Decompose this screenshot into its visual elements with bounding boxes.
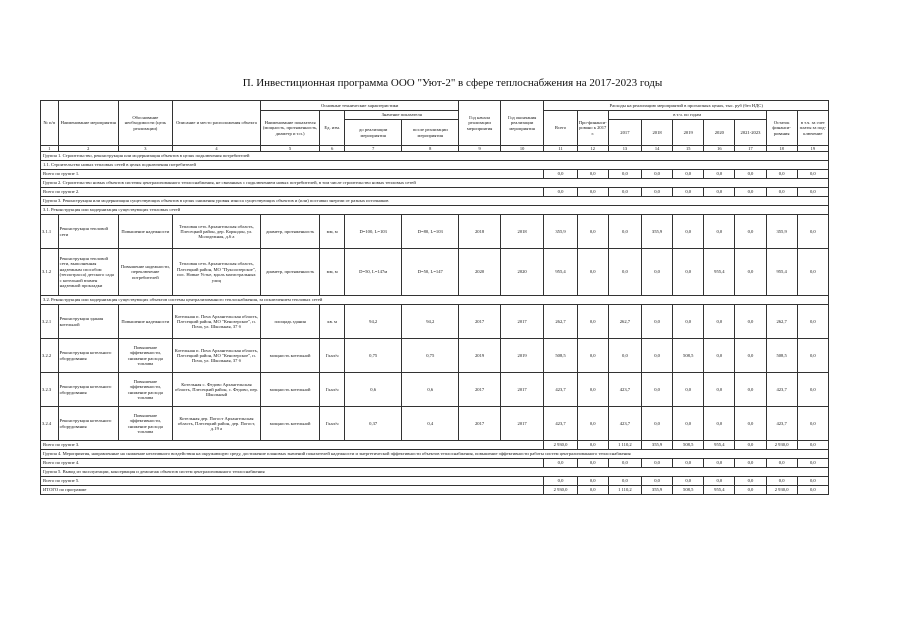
total-value: 0,0	[608, 170, 641, 179]
header-remainder: Остаток финанси-рования	[766, 111, 797, 146]
row-indicator: площадь здания	[261, 305, 320, 339]
row-value: 355,9	[766, 215, 797, 249]
header-num: № п/п	[41, 101, 59, 146]
header-description: Описание и место расположения объекта	[172, 101, 260, 146]
total-value: 0,0	[577, 477, 608, 486]
row-value: 423,7	[608, 373, 641, 407]
row-justification: Повышение эффективности, снижение расхода топлива	[118, 407, 172, 441]
header-total: Всего	[544, 111, 577, 146]
row-number: 3.2.2	[41, 339, 59, 373]
row-value-after: D=80, L=103	[402, 215, 459, 249]
total-value: 0,0	[577, 459, 608, 468]
row-justification: Повышение надежности, переключение потребителей	[118, 249, 172, 296]
total-value: 0,0	[766, 188, 797, 197]
total-value: 0,0	[735, 477, 766, 486]
section-row	[41, 179, 829, 188]
row-value: 355,9	[642, 215, 673, 249]
table-row	[41, 249, 829, 296]
total-label: Всего по группе 3.	[41, 441, 544, 450]
row-value: 955,4	[704, 249, 735, 296]
row-value: 355,9	[544, 215, 577, 249]
total-value: 0,0	[577, 441, 608, 450]
section-title: Группа 4. Мероприятия, направленные на снижение негативного воздействия на окружающую среду, достижение плановых значений показателей надежности и энергетической эффективности объектов теплоснабжения, повышение эффективности работы систем централизованного теплоснабжения	[41, 450, 829, 459]
column-number: 6	[320, 146, 345, 152]
total-row	[41, 170, 829, 179]
section-title: Группа 1. Строительство, реконструкция или модернизация объектов в целях подключения потребителей	[41, 152, 829, 161]
header-financed: Про-финанси-ровано к 2017 г.	[577, 111, 608, 146]
row-name: Реконструкция здания котельной	[58, 305, 118, 339]
total-label: Всего по группе 5.	[41, 477, 544, 486]
row-value: 0,0	[735, 215, 766, 249]
row-description: Тепловая сеть Архангельская область, Плесецкий район, МО "Пуксоозерское", пос. Новые Устье, вдоль магистральных улиц	[172, 249, 260, 296]
row-value: 0,0	[608, 339, 641, 373]
total-value: 0,0	[577, 170, 608, 179]
row-unit: Гкал/ч	[320, 407, 345, 441]
row-value: 0,0	[642, 249, 673, 296]
row-value-after: 0,75	[402, 339, 459, 373]
total-label: Всего по группе 1.	[41, 170, 544, 179]
row-indicator: мощность котельной	[261, 407, 320, 441]
row-number: 3.1.2	[41, 249, 59, 296]
row-value: 508,5	[673, 339, 704, 373]
row-year-start: 2017	[459, 373, 501, 407]
row-description: Котельная п. Поча Архангельская область, Плесецкий район, МО "Кенозерское", п. Поча, ул. Школьная, 37 б	[172, 339, 260, 373]
total-value: 355,9	[642, 486, 673, 495]
row-unit: Гкал/ч	[320, 373, 345, 407]
header-value-before: до реализации мероприятия	[345, 120, 402, 146]
row-value: 0,0	[577, 305, 608, 339]
row-value: 0,0	[608, 249, 641, 296]
total-value: 1 110,2	[608, 441, 641, 450]
row-value: 955,4	[544, 249, 577, 296]
section-row	[41, 296, 829, 305]
row-justification: Повышение надежности	[118, 215, 172, 249]
row-value: 0,0	[735, 305, 766, 339]
row-name: Реконструкция тепловой сети	[58, 215, 118, 249]
header-unit: Ед. изм.	[320, 111, 345, 146]
section-title: Группа 5. Вывод из эксплуатации, консервация и демонтаж объектов систем централизованного теплоснабжения	[41, 468, 829, 477]
header-incl-fee: в т.ч. за счет платы за под-ключение	[797, 111, 828, 146]
column-number: 9	[459, 146, 501, 152]
row-value: 0,0	[642, 339, 673, 373]
row-value: 423,7	[766, 373, 797, 407]
total-value: 0,0	[673, 477, 704, 486]
total-value: 0,0	[797, 459, 828, 468]
row-value: 0,0	[735, 339, 766, 373]
header-name: Наименование мероприятия	[58, 101, 118, 146]
total-value: 0,0	[544, 477, 577, 486]
row-value-after: 94,2	[402, 305, 459, 339]
column-number: 1	[41, 146, 59, 152]
total-value: 2 930,0	[766, 486, 797, 495]
column-number: 5	[261, 146, 320, 152]
row-value: 0,0	[673, 215, 704, 249]
row-name: Реконструкция котельного оборудования	[58, 373, 118, 407]
column-number: 13	[608, 146, 641, 152]
section-row	[41, 206, 829, 215]
row-description: Котельная дер. Погост Архангельская область, Плесецкий район, дер. Погост, д.19 а	[172, 407, 260, 441]
row-justification: Повышение эффективности, снижение расхода топлива	[118, 339, 172, 373]
row-value: 423,7	[608, 407, 641, 441]
total-value: 0,0	[544, 459, 577, 468]
row-value: 508,5	[766, 339, 797, 373]
row-value: 0,0	[797, 215, 828, 249]
row-value: 0,0	[797, 339, 828, 373]
section-row	[41, 161, 829, 170]
row-value: 0,0	[577, 339, 608, 373]
total-value: 0,0	[673, 188, 704, 197]
column-number: 16	[704, 146, 735, 152]
row-value: 0,0	[704, 339, 735, 373]
total-value: 355,9	[642, 441, 673, 450]
row-value: 0,0	[704, 373, 735, 407]
total-value: 0,0	[797, 188, 828, 197]
row-year-end: 2018	[500, 215, 544, 249]
column-number: 11	[544, 146, 577, 152]
row-value-after: 0,6	[402, 373, 459, 407]
column-number: 18	[766, 146, 797, 152]
section-row	[41, 450, 829, 459]
total-value: 0,0	[642, 477, 673, 486]
total-value: 0,0	[704, 188, 735, 197]
row-value: 0,0	[577, 215, 608, 249]
row-unit: кв. м	[320, 305, 345, 339]
row-value-after: D=50, L=147	[402, 249, 459, 296]
total-value: 508,5	[673, 486, 704, 495]
header-justification: Обоснование необходимости (цель реализации)	[118, 101, 172, 146]
total-value: 0,0	[797, 477, 828, 486]
row-value: 262,7	[766, 305, 797, 339]
total-value: 0,0	[673, 170, 704, 179]
total-value: 0,0	[642, 459, 673, 468]
section-title: 3.2. Реконструкция или модернизация существующих объектов системы централизованного теплоснабжения, за исключением тепловых сетей	[41, 296, 829, 305]
investment-program-table	[40, 100, 829, 495]
row-value: 0,0	[797, 305, 828, 339]
column-number: 17	[735, 146, 766, 152]
row-value: 0,0	[797, 407, 828, 441]
row-year-end: 2019	[500, 339, 544, 373]
row-description: Тепловая сеть Архангельская область, Плесецкий район, дер. Коркодон, ул. Молодежная, д.6 а	[172, 215, 260, 249]
row-year-start: 2019	[459, 339, 501, 373]
row-value: 0,0	[704, 215, 735, 249]
total-value: 0,0	[642, 188, 673, 197]
header-year-2017: 2017	[608, 120, 641, 146]
column-number: 8	[402, 146, 459, 152]
total-value: 0,0	[673, 459, 704, 468]
row-value: 0,0	[577, 373, 608, 407]
row-value: 508,5	[544, 339, 577, 373]
header-year-2021-2023: 2021-2023	[735, 120, 766, 146]
row-value: 0,0	[673, 373, 704, 407]
column-number: 3	[118, 146, 172, 152]
header-values-group: Значение показателя	[345, 111, 459, 120]
total-value: 0,0	[766, 170, 797, 179]
header-tech-group: Основные технические характеристики	[261, 101, 459, 111]
column-number: 2	[58, 146, 118, 152]
row-value: 0,0	[735, 249, 766, 296]
table-row	[41, 339, 829, 373]
row-year-end: 2017	[500, 305, 544, 339]
section-title: 1.1. Строительство новых тепловых сетей в целях подключения потребителей	[41, 161, 829, 170]
row-value: 0,0	[673, 305, 704, 339]
row-justification: Повышение надежности	[118, 305, 172, 339]
row-value: 0,0	[577, 407, 608, 441]
column-number: 15	[673, 146, 704, 152]
column-number: 4	[172, 146, 260, 152]
total-value: 0,0	[766, 459, 797, 468]
row-value-before: 0,37	[345, 407, 402, 441]
total-value: 1 110,2	[608, 486, 641, 495]
row-value: 423,7	[544, 407, 577, 441]
row-description: Котельная п. Поча Архангельская область, Плесецкий район, МО "Кенозерское", п. Поча, ул. Школьная, 37 б	[172, 305, 260, 339]
header-value-after: после реализации мероприятия	[402, 120, 459, 146]
row-value: 0,0	[797, 373, 828, 407]
row-value: 0,0	[673, 407, 704, 441]
total-value: 0,0	[797, 486, 828, 495]
total-row	[41, 441, 829, 450]
total-value: 0,0	[735, 441, 766, 450]
total-row	[41, 477, 829, 486]
row-value: 0,0	[642, 373, 673, 407]
section-row	[41, 152, 829, 161]
section-title: 3.1. Реконструкция или модернизация существующих тепловых сетей	[41, 206, 829, 215]
row-value: 0,0	[735, 407, 766, 441]
column-number: 10	[500, 146, 544, 152]
column-number: 12	[577, 146, 608, 152]
total-value: 508,5	[673, 441, 704, 450]
total-label: ИТОГО по программе	[41, 486, 544, 495]
total-value: 0,0	[704, 170, 735, 179]
total-row	[41, 188, 829, 197]
total-row	[41, 486, 829, 495]
header-year-2020: 2020	[704, 120, 735, 146]
row-value-before: D=100, L=103	[345, 215, 402, 249]
row-value: 0,0	[704, 305, 735, 339]
header-indicator: Наименование показателя (мощность, протяженность, диаметр и т.п.)	[261, 111, 320, 146]
row-year-start: 2018	[459, 215, 501, 249]
row-year-end: 2017	[500, 407, 544, 441]
total-value: 0,0	[544, 170, 577, 179]
row-value-before: 0,6	[345, 373, 402, 407]
total-value: 0,0	[577, 486, 608, 495]
row-value: 0,0	[704, 407, 735, 441]
row-value: 955,4	[766, 249, 797, 296]
header-expenses-group: Расходы на реализацию мероприятий в прогнозных ценах, тыс. руб (без НДС)	[544, 101, 829, 111]
row-description: Котельная с. Федово Архангельская область, Плесецкий район, с. Федово, пер. Школьный	[172, 373, 260, 407]
row-value: 0,0	[642, 407, 673, 441]
page-title: П. Инвестиционная программа ООО "Уют-2" в сфере теплоснабжения на 2017-2023 годы	[242, 77, 663, 89]
row-unit: Гкал/ч	[320, 339, 345, 373]
section-row	[41, 197, 829, 206]
row-value: 0,0	[673, 249, 704, 296]
total-value: 955,4	[704, 486, 735, 495]
row-unit: мм, м	[320, 249, 345, 296]
row-value-before: 0,75	[345, 339, 402, 373]
row-value: 262,7	[544, 305, 577, 339]
total-value: 2 930,0	[766, 441, 797, 450]
header-year-2018: 2018	[642, 120, 673, 146]
header-year-end: Год окончания реализации мероприятия	[500, 101, 544, 146]
section-title: Группа 3. Реконструкция или модернизация существующих объектов в целях снижения уровня износа существующих объектов и (или) поставки энергии от разных источников	[41, 197, 829, 206]
total-value: 0,0	[544, 188, 577, 197]
total-value: 0,0	[797, 170, 828, 179]
row-value: 0,0	[797, 249, 828, 296]
total-value: 0,0	[766, 477, 797, 486]
table-row	[41, 305, 829, 339]
section-title: Группа 2. Строительство новых объектов системы централизованного теплоснабжения, не связанных с подключением новых потребителей, в том числе строительство новых тепловых сетей	[41, 179, 829, 188]
row-indicator: мощность котельной	[261, 339, 320, 373]
total-value: 0,0	[735, 486, 766, 495]
row-value-before: 94,2	[345, 305, 402, 339]
total-value: 0,0	[608, 459, 641, 468]
row-number: 3.1.1	[41, 215, 59, 249]
header-year-start: Год начала реализации мероприятия	[459, 101, 501, 146]
row-year-start: 2017	[459, 305, 501, 339]
row-year-end: 2020	[500, 249, 544, 296]
total-value: 955,4	[704, 441, 735, 450]
row-number: 3.2.3	[41, 373, 59, 407]
header-incl-years: в т.ч. по годам	[608, 111, 766, 120]
row-number: 3.2.1	[41, 305, 59, 339]
row-indicator: диаметр, протяженность	[261, 215, 320, 249]
row-value-before: D=50, L=147м	[345, 249, 402, 296]
total-value: 0,0	[642, 170, 673, 179]
total-value: 0,0	[577, 188, 608, 197]
row-value: 423,7	[766, 407, 797, 441]
row-year-start: 2020	[459, 249, 501, 296]
row-number: 3.2.4	[41, 407, 59, 441]
column-number: 7	[345, 146, 402, 152]
row-value: 0,0	[642, 305, 673, 339]
total-value: 0,0	[608, 188, 641, 197]
row-indicator: диаметр, протяженность	[261, 249, 320, 296]
total-value: 0,0	[735, 188, 766, 197]
total-value: 0,0	[735, 170, 766, 179]
row-value-after: 0,4	[402, 407, 459, 441]
total-value: 0,0	[704, 477, 735, 486]
row-value: 0,0	[608, 215, 641, 249]
row-value: 0,0	[577, 249, 608, 296]
table-row	[41, 407, 829, 441]
row-unit: мм, м	[320, 215, 345, 249]
section-row	[41, 468, 829, 477]
row-name: Реконструкция котельного оборудования	[58, 339, 118, 373]
total-value: 0,0	[608, 477, 641, 486]
total-value: 2 930,0	[544, 441, 577, 450]
total-label: Всего по группе 4.	[41, 459, 544, 468]
total-value: 0,0	[735, 459, 766, 468]
row-justification: Повышение эффективности, снижение расхода топлива	[118, 373, 172, 407]
total-label: Всего по группе 2.	[41, 188, 544, 197]
table-row	[41, 215, 829, 249]
total-value: 0,0	[797, 441, 828, 450]
column-number: 19	[797, 146, 828, 152]
row-year-end: 2017	[500, 373, 544, 407]
total-row	[41, 459, 829, 468]
header-year-2019: 2019	[673, 120, 704, 146]
row-indicator: мощность котельной	[261, 373, 320, 407]
row-value: 0,0	[735, 373, 766, 407]
row-year-start: 2017	[459, 407, 501, 441]
row-value: 262,7	[608, 305, 641, 339]
total-value: 2 930,0	[544, 486, 577, 495]
row-value: 423,7	[544, 373, 577, 407]
row-name: Реконструкция котельного оборудования	[58, 407, 118, 441]
row-name: Реконструкция тепловой сети, выполненная надземным способом (теплотрасса) детского сада с котельной взамен надземной прокладки	[58, 249, 118, 296]
column-number: 14	[642, 146, 673, 152]
table-row	[41, 373, 829, 407]
total-value: 0,0	[704, 459, 735, 468]
